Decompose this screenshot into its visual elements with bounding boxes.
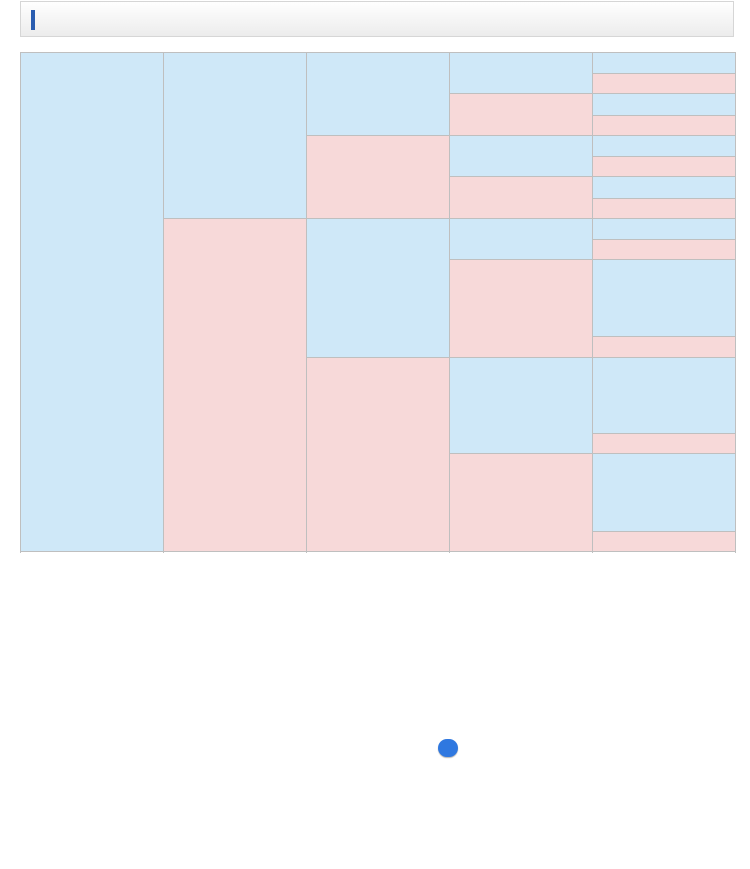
pedigree-cell-gen4 [450,454,593,552]
same-breeding-search-button[interactable] [438,739,458,757]
pedigree-cell-gen5 [593,219,736,240]
pedigree-cell-gen3 [307,53,450,136]
pedigree-cell-gen5 [593,136,736,157]
pedigree-cell-gen4 [450,94,593,136]
pedigree-cell-gen3 [307,357,450,551]
pedigree-cell-gen4 [450,357,593,454]
pedigree-cell-gen4 [450,219,593,260]
pedigree-cell-gen5 [593,94,736,116]
pedigree-cell-gen5 [593,337,736,358]
pedigree-cell-gen5 [593,531,736,552]
pedigree-cell-gen5 [593,260,736,337]
pedigree-cell-gen5 [593,433,736,454]
pedigree-cell-gen3 [307,219,450,358]
pedigree-cell-gen5 [593,156,736,177]
pedigree-cell-gen5 [593,357,736,433]
pedigree-cell-gen1 [21,53,164,552]
pedigree-cell-gen5 [593,53,736,74]
pedigree-cell-gen3 [307,136,450,219]
pedigree-cell-gen5 [593,239,736,260]
pedigree-cell-gen2 [164,53,307,219]
header-accent-bar [31,10,35,30]
pedigree-cell-gen5 [593,454,736,531]
section-header [20,1,734,37]
pedigree-cell-gen5 [593,198,736,219]
pedigree-cell-gen5 [593,115,736,136]
pedigree-cell-gen5 [593,73,736,94]
pedigree-cell-gen4 [450,177,593,219]
pedigree-cell-gen2 [164,219,307,552]
pedigree-cell-gen4 [450,136,593,177]
pedigree-cell-gen4 [450,53,593,94]
pedigree-cell-gen4 [450,260,593,358]
pedigree-table [20,52,736,552]
pedigree-cell-gen5 [593,177,736,199]
pedigree-row [21,53,736,74]
